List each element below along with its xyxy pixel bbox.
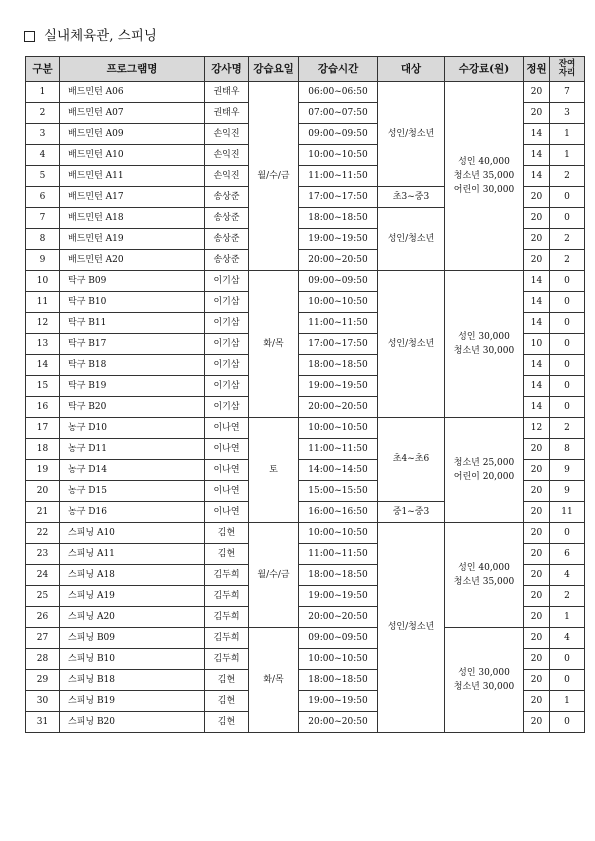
header-program: 프로그램명	[60, 57, 205, 82]
row-number: 18	[26, 439, 60, 460]
lesson-time: 19:00~19:50	[299, 376, 378, 397]
capacity: 12	[524, 418, 550, 439]
remaining-seats: 0	[550, 334, 585, 355]
remaining-seats: 4	[550, 628, 585, 649]
capacity: 20	[524, 712, 550, 733]
lesson-time: 11:00~11:50	[299, 166, 378, 187]
instructor-name: 손익진	[205, 166, 249, 187]
remaining-seats: 0	[550, 670, 585, 691]
instructor-name: 이나연	[205, 460, 249, 481]
tuition-fee	[445, 418, 524, 523]
remaining-seats: 2	[550, 229, 585, 250]
lesson-time: 09:00~09:50	[299, 124, 378, 145]
remaining-seats: 11	[550, 502, 585, 523]
tuition-fee	[445, 628, 524, 733]
remaining-seats: 0	[550, 271, 585, 292]
table-row	[26, 523, 585, 544]
remaining-seats: 9	[550, 460, 585, 481]
capacity: 20	[524, 565, 550, 586]
capacity: 14	[524, 397, 550, 418]
lesson-time: 10:00~10:50	[299, 649, 378, 670]
instructor-name: 이나연	[205, 481, 249, 502]
lesson-time: 20:00~20:50	[299, 712, 378, 733]
tuition-fee	[445, 271, 524, 418]
capacity: 14	[524, 145, 550, 166]
row-number: 14	[26, 355, 60, 376]
fee-line: 청소년 30,000	[453, 682, 515, 692]
instructor-name: 이기삼	[205, 355, 249, 376]
row-number: 10	[26, 271, 60, 292]
remaining-seats: 4	[550, 565, 585, 586]
row-number: 2	[26, 103, 60, 124]
remaining-seats: 0	[550, 712, 585, 733]
lesson-time: 09:00~09:50	[299, 271, 378, 292]
remaining-seats: 1	[550, 607, 585, 628]
target-group: 성인/청소년	[378, 523, 445, 733]
lesson-time: 18:00~18:50	[299, 208, 378, 229]
program-name: 스피닝 B09	[60, 628, 205, 649]
instructor-name: 권태우	[205, 103, 249, 124]
lesson-days: 월/수/금	[249, 82, 299, 271]
capacity: 14	[524, 313, 550, 334]
target-group: 초3~중3	[378, 187, 445, 208]
program-name: 스피닝 B10	[60, 649, 205, 670]
row-number: 15	[26, 376, 60, 397]
program-name: 배드민턴 A18	[60, 208, 205, 229]
capacity: 20	[524, 670, 550, 691]
instructor-name: 이나연	[205, 439, 249, 460]
remaining-seats: 0	[550, 313, 585, 334]
capacity: 20	[524, 439, 550, 460]
fee-line: 어린이 30,000	[453, 185, 515, 195]
table-body	[26, 82, 585, 733]
program-name: 스피닝 A10	[60, 523, 205, 544]
header-no: 구분	[26, 57, 60, 82]
row-number: 17	[26, 418, 60, 439]
lesson-time: 10:00~10:50	[299, 292, 378, 313]
fee-line: 청소년 30,000	[453, 346, 515, 356]
instructor-name: 송상준	[205, 250, 249, 271]
program-name: 탁구 B20	[60, 397, 205, 418]
lesson-time: 11:00~11:50	[299, 439, 378, 460]
instructor-name: 이나연	[205, 418, 249, 439]
table-header-row	[26, 57, 585, 82]
row-number: 31	[26, 712, 60, 733]
instructor-name: 김현	[205, 712, 249, 733]
fee-line: 어린이 20,000	[453, 472, 515, 482]
capacity: 14	[524, 271, 550, 292]
target-group: 초4~초6	[378, 418, 445, 502]
instructor-name: 이나연	[205, 502, 249, 523]
fee-line: 청소년 25,000	[453, 458, 515, 468]
lesson-time: 11:00~11:50	[299, 544, 378, 565]
fee-line: 성인 40,000	[458, 563, 510, 573]
lesson-days: 토	[249, 418, 299, 523]
table-row	[26, 271, 585, 292]
instructor-name: 김두희	[205, 607, 249, 628]
remaining-seats: 2	[550, 418, 585, 439]
fee-line: 성인 40,000	[458, 157, 510, 167]
lesson-time: 18:00~18:50	[299, 565, 378, 586]
row-number: 7	[26, 208, 60, 229]
lesson-time: 18:00~18:50	[299, 670, 378, 691]
remaining-seats: 3	[550, 103, 585, 124]
instructor-name: 송상준	[205, 187, 249, 208]
table-row	[26, 418, 585, 439]
program-name: 탁구 B10	[60, 292, 205, 313]
row-number: 9	[26, 250, 60, 271]
instructor-name: 김현	[205, 523, 249, 544]
lesson-time: 19:00~19:50	[299, 691, 378, 712]
capacity: 20	[524, 229, 550, 250]
instructor-name: 김현	[205, 670, 249, 691]
remaining-seats: 0	[550, 355, 585, 376]
table-row	[26, 628, 585, 649]
row-number: 8	[26, 229, 60, 250]
remaining-seats: 2	[550, 166, 585, 187]
lesson-days: 화/목	[249, 271, 299, 418]
capacity: 14	[524, 124, 550, 145]
row-number: 5	[26, 166, 60, 187]
remaining-seats: 0	[550, 292, 585, 313]
lesson-time: 15:00~15:50	[299, 481, 378, 502]
row-number: 13	[26, 334, 60, 355]
checkbox-square-icon	[24, 31, 35, 42]
program-name: 농구 D11	[60, 439, 205, 460]
instructor-name: 손익진	[205, 124, 249, 145]
capacity: 20	[524, 607, 550, 628]
target-group: 성인/청소년	[378, 82, 445, 187]
fee-line: 청소년 35,000	[453, 171, 515, 181]
header-capacity: 정원	[524, 57, 550, 82]
program-name: 배드민턴 A09	[60, 124, 205, 145]
row-number: 23	[26, 544, 60, 565]
capacity: 14	[524, 292, 550, 313]
capacity: 20	[524, 82, 550, 103]
header-remaining: 잔여 자리	[550, 57, 585, 82]
row-number: 27	[26, 628, 60, 649]
lesson-time: 18:00~18:50	[299, 355, 378, 376]
capacity: 20	[524, 250, 550, 271]
lesson-time: 11:00~11:50	[299, 313, 378, 334]
lesson-time: 19:00~19:50	[299, 586, 378, 607]
fee-line: 성인 30,000	[458, 332, 510, 342]
capacity: 20	[524, 502, 550, 523]
program-name: 스피닝 B18	[60, 670, 205, 691]
target-group: 중1~중3	[378, 502, 445, 523]
lesson-time: 20:00~20:50	[299, 397, 378, 418]
lesson-time: 07:00~07:50	[299, 103, 378, 124]
remaining-seats: 6	[550, 544, 585, 565]
header-days: 강습요일	[249, 57, 299, 82]
capacity: 20	[524, 586, 550, 607]
program-name: 배드민턴 A07	[60, 103, 205, 124]
row-number: 25	[26, 586, 60, 607]
instructor-name: 이기삼	[205, 397, 249, 418]
instructor-name: 이기삼	[205, 271, 249, 292]
remaining-seats: 0	[550, 187, 585, 208]
program-name: 탁구 B17	[60, 334, 205, 355]
tuition-fee	[445, 82, 524, 271]
remaining-seats: 0	[550, 523, 585, 544]
row-number: 21	[26, 502, 60, 523]
row-number: 6	[26, 187, 60, 208]
row-number: 22	[26, 523, 60, 544]
row-number: 28	[26, 649, 60, 670]
table-row	[26, 82, 585, 103]
remaining-seats: 2	[550, 250, 585, 271]
instructor-name: 김현	[205, 691, 249, 712]
program-name: 농구 D10	[60, 418, 205, 439]
row-number: 20	[26, 481, 60, 502]
lesson-time: 19:00~19:50	[299, 229, 378, 250]
program-name: 탁구 B11	[60, 313, 205, 334]
program-name: 배드민턴 A20	[60, 250, 205, 271]
instructor-name: 권태우	[205, 82, 249, 103]
remaining-seats: 0	[550, 208, 585, 229]
lesson-time: 20:00~20:50	[299, 250, 378, 271]
capacity: 20	[524, 544, 550, 565]
capacity: 14	[524, 376, 550, 397]
tuition-fee	[445, 523, 524, 628]
instructor-name: 김두희	[205, 565, 249, 586]
instructor-name: 김현	[205, 544, 249, 565]
row-number: 29	[26, 670, 60, 691]
program-name: 배드민턴 A19	[60, 229, 205, 250]
program-name: 스피닝 B20	[60, 712, 205, 733]
row-number: 19	[26, 460, 60, 481]
lesson-time: 10:00~10:50	[299, 145, 378, 166]
instructor-name: 송상준	[205, 208, 249, 229]
remaining-seats: 7	[550, 82, 585, 103]
capacity: 14	[524, 166, 550, 187]
capacity: 14	[524, 355, 550, 376]
row-number: 3	[26, 124, 60, 145]
program-name: 탁구 B09	[60, 271, 205, 292]
instructor-name: 김두희	[205, 628, 249, 649]
target-group: 성인/청소년	[378, 208, 445, 271]
remaining-seats: 1	[550, 124, 585, 145]
remaining-seats: 9	[550, 481, 585, 502]
remaining-seats: 0	[550, 376, 585, 397]
target-group: 성인/청소년	[378, 271, 445, 418]
row-number: 24	[26, 565, 60, 586]
section-title-text: 실내체육관, 스피닝	[44, 28, 157, 44]
program-name: 배드민턴 A11	[60, 166, 205, 187]
header-fee: 수강료(원)	[445, 57, 524, 82]
row-number: 12	[26, 313, 60, 334]
lesson-time: 09:00~09:50	[299, 628, 378, 649]
instructor-name: 김두희	[205, 649, 249, 670]
program-name: 농구 D16	[60, 502, 205, 523]
row-number: 30	[26, 691, 60, 712]
program-name: 스피닝 A19	[60, 586, 205, 607]
row-number: 1	[26, 82, 60, 103]
remaining-seats: 8	[550, 439, 585, 460]
program-name: 스피닝 A20	[60, 607, 205, 628]
capacity: 10	[524, 334, 550, 355]
program-name: 배드민턴 A17	[60, 187, 205, 208]
row-number: 26	[26, 607, 60, 628]
capacity: 20	[524, 187, 550, 208]
program-name: 탁구 B19	[60, 376, 205, 397]
section-title	[24, 27, 157, 45]
header-time: 강습시간	[299, 57, 378, 82]
lesson-time: 17:00~17:50	[299, 187, 378, 208]
capacity: 20	[524, 523, 550, 544]
instructor-name: 이기삼	[205, 313, 249, 334]
remaining-seats: 1	[550, 145, 585, 166]
program-name: 스피닝 B19	[60, 691, 205, 712]
row-number: 16	[26, 397, 60, 418]
capacity: 20	[524, 460, 550, 481]
capacity: 20	[524, 649, 550, 670]
fee-line: 청소년 35,000	[453, 577, 515, 587]
row-number: 11	[26, 292, 60, 313]
instructor-name: 김두희	[205, 586, 249, 607]
capacity: 20	[524, 691, 550, 712]
capacity: 20	[524, 208, 550, 229]
header-target: 대상	[378, 57, 445, 82]
lesson-time: 20:00~20:50	[299, 607, 378, 628]
lesson-days: 화/목	[249, 628, 299, 733]
program-name: 스피닝 A18	[60, 565, 205, 586]
lesson-days: 월/수/금	[249, 523, 299, 628]
program-name: 스피닝 A11	[60, 544, 205, 565]
instructor-name: 이기삼	[205, 334, 249, 355]
instructor-name: 이기삼	[205, 376, 249, 397]
program-table	[25, 56, 585, 733]
row-number: 4	[26, 145, 60, 166]
capacity: 20	[524, 103, 550, 124]
remaining-seats: 0	[550, 397, 585, 418]
program-name: 탁구 B18	[60, 355, 205, 376]
capacity: 20	[524, 481, 550, 502]
header-instructor: 강사명	[205, 57, 249, 82]
program-name: 배드민턴 A06	[60, 82, 205, 103]
lesson-time: 10:00~10:50	[299, 523, 378, 544]
program-name: 배드민턴 A10	[60, 145, 205, 166]
lesson-time: 16:00~16:50	[299, 502, 378, 523]
lesson-time: 17:00~17:50	[299, 334, 378, 355]
lesson-time: 10:00~10:50	[299, 418, 378, 439]
lesson-time: 06:00~06:50	[299, 82, 378, 103]
remaining-seats: 0	[550, 649, 585, 670]
fee-line: 성인 30,000	[458, 668, 510, 678]
lesson-time: 14:00~14:50	[299, 460, 378, 481]
capacity: 20	[524, 628, 550, 649]
remaining-seats: 2	[550, 586, 585, 607]
instructor-name: 송상준	[205, 229, 249, 250]
remaining-seats: 1	[550, 691, 585, 712]
program-name: 농구 D14	[60, 460, 205, 481]
program-name: 농구 D15	[60, 481, 205, 502]
instructor-name: 손익진	[205, 145, 249, 166]
instructor-name: 이기삼	[205, 292, 249, 313]
